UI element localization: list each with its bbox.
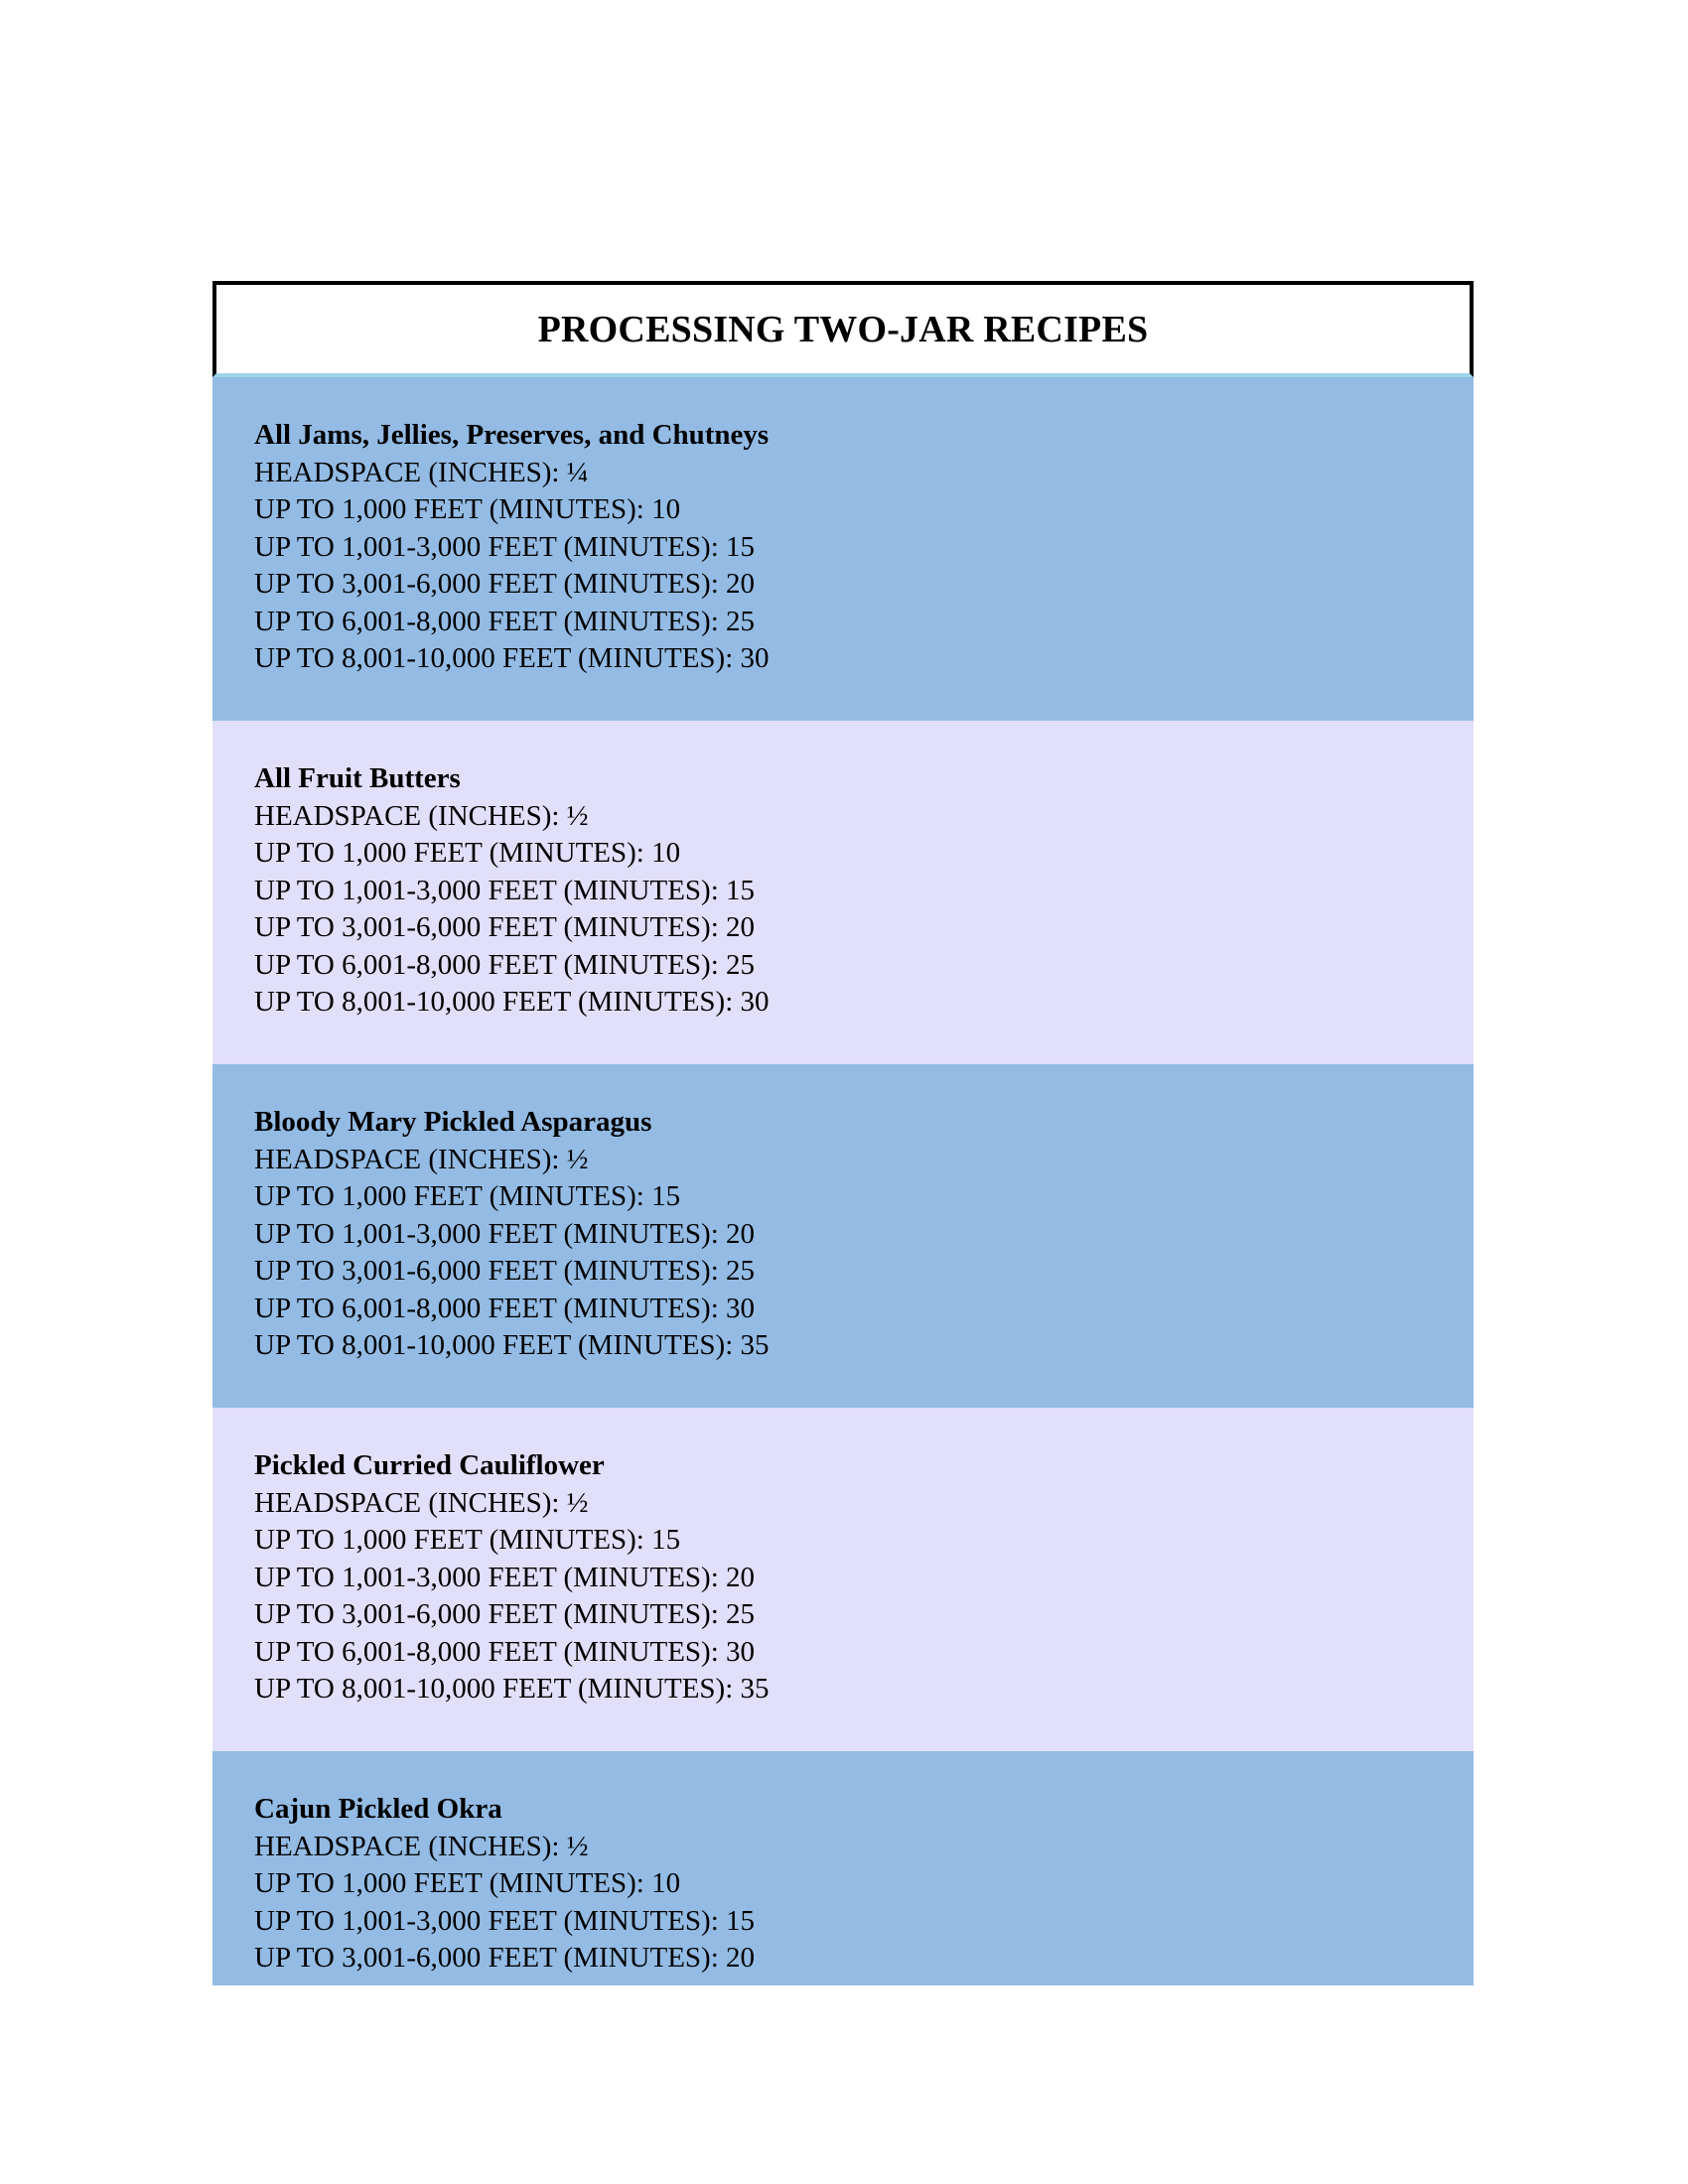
processing-time-line: UP TO 8,001-10,000 FEET (MINUTES): 35 bbox=[254, 1673, 770, 1705]
processing-time-line: UP TO 1,001-3,000 FEET (MINUTES): 15 bbox=[254, 530, 756, 563]
processing-time-line: UP TO 6,001-8,000 FEET (MINUTES): 25 bbox=[254, 948, 756, 981]
processing-time-line: UP TO 3,001-6,000 FEET (MINUTES): 20 bbox=[254, 568, 756, 600]
processing-time-line: UP TO 1,000 FEET (MINUTES): 15 bbox=[254, 1524, 681, 1556]
headspace-line: HEADSPACE (INCHES): ½ bbox=[254, 1143, 589, 1175]
processing-time-line: UP TO 1,001-3,000 FEET (MINUTES): 20 bbox=[254, 1217, 756, 1250]
headspace-line: HEADSPACE (INCHES): ½ bbox=[254, 1486, 589, 1519]
processing-time-line: UP TO 1,000 FEET (MINUTES): 15 bbox=[254, 1180, 681, 1212]
recipe-block bbox=[212, 377, 1474, 721]
recipe-block bbox=[212, 721, 1474, 1064]
processing-time-line: UP TO 3,001-6,000 FEET (MINUTES): 25 bbox=[254, 1598, 756, 1630]
processing-time-line: UP TO 1,001-3,000 FEET (MINUTES): 20 bbox=[254, 1561, 756, 1593]
processing-time-line: UP TO 1,001-3,000 FEET (MINUTES): 15 bbox=[254, 1904, 756, 1937]
processing-time-line: UP TO 6,001-8,000 FEET (MINUTES): 30 bbox=[254, 1292, 756, 1324]
recipe-name: Pickled Curried Cauliflower bbox=[254, 1449, 605, 1481]
processing-time-line: UP TO 3,001-6,000 FEET (MINUTES): 20 bbox=[254, 911, 756, 943]
recipe-name: Bloody Mary Pickled Asparagus bbox=[254, 1106, 652, 1138]
processing-time-line: UP TO 1,000 FEET (MINUTES): 10 bbox=[254, 493, 681, 525]
processing-time-line: UP TO 3,001-6,000 FEET (MINUTES): 25 bbox=[254, 1255, 756, 1287]
processing-time-line: UP TO 8,001-10,000 FEET (MINUTES): 30 bbox=[254, 986, 770, 1018]
headspace-line: HEADSPACE (INCHES): ½ bbox=[254, 799, 589, 832]
headspace-line: HEADSPACE (INCHES): ½ bbox=[254, 1830, 589, 1862]
processing-time-line: UP TO 1,001-3,000 FEET (MINUTES): 15 bbox=[254, 874, 756, 906]
recipe-name: All Jams, Jellies, Preserves, and Chutneys bbox=[254, 419, 770, 451]
processing-time-line: UP TO 6,001-8,000 FEET (MINUTES): 25 bbox=[254, 605, 756, 637]
processing-time-line: UP TO 1,000 FEET (MINUTES): 10 bbox=[254, 1867, 681, 1899]
processing-time-line: UP TO 8,001-10,000 FEET (MINUTES): 35 bbox=[254, 1329, 770, 1361]
recipe-block bbox=[212, 1064, 1474, 1408]
recipe-name: All Fruit Butters bbox=[254, 762, 461, 794]
processing-time-line: UP TO 8,001-10,000 FEET (MINUTES): 30 bbox=[254, 642, 770, 674]
headspace-line: HEADSPACE (INCHES): ¼ bbox=[254, 456, 589, 488]
recipe-block bbox=[212, 1408, 1474, 1751]
recipes-table bbox=[212, 281, 1474, 1985]
processing-time-line: UP TO 6,001-8,000 FEET (MINUTES): 30 bbox=[254, 1635, 756, 1668]
page-title: PROCESSING TWO-JAR RECIPES bbox=[537, 308, 1149, 350]
recipe-name: Cajun Pickled Okra bbox=[254, 1793, 502, 1825]
title-box bbox=[212, 281, 1474, 377]
recipe-block bbox=[212, 1751, 1474, 1985]
processing-time-line: UP TO 3,001-6,000 FEET (MINUTES): 20 bbox=[254, 1942, 756, 1974]
processing-time-line: UP TO 1,000 FEET (MINUTES): 10 bbox=[254, 837, 681, 869]
